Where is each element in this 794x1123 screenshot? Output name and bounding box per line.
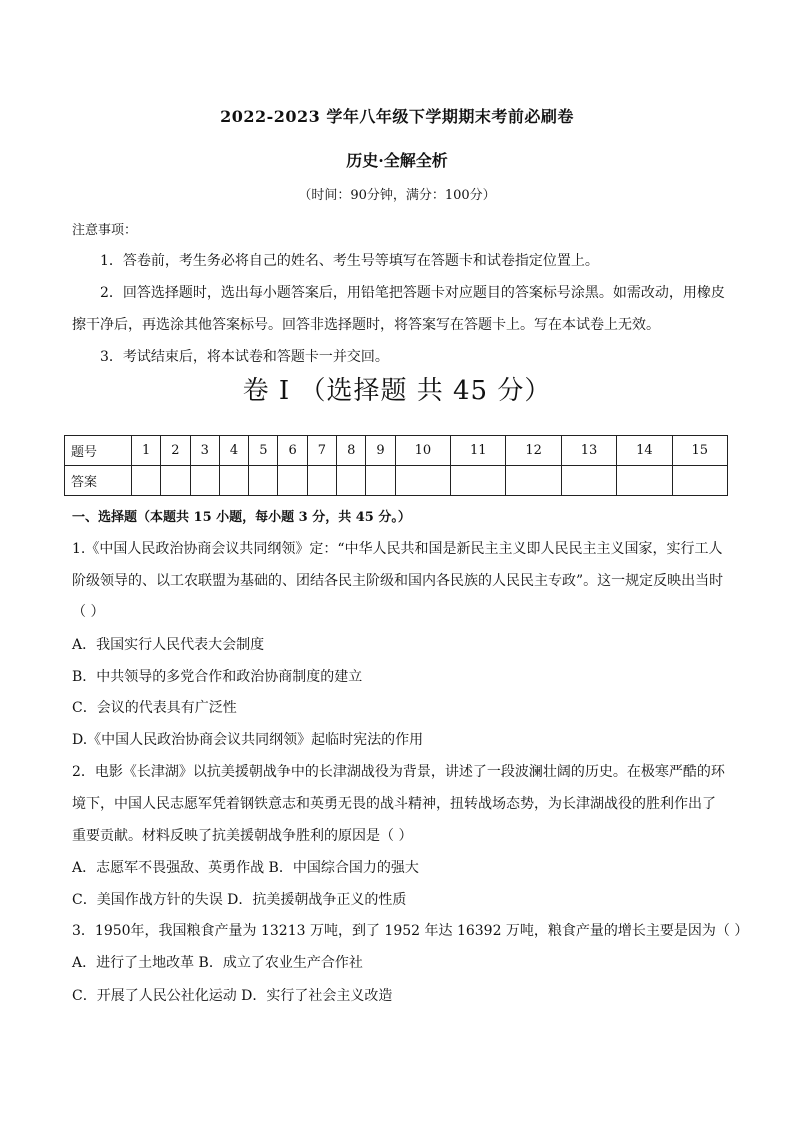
answer-cell[interactable] — [307, 466, 336, 496]
answer-cell[interactable] — [161, 466, 190, 496]
question-1-line-2: 阶级领导的、以工农联盟为基础的、团结各民主阶级和国内各民族的人民民主专政”。这一规定反映出当时 — [72, 573, 724, 589]
answer-cell[interactable] — [672, 466, 727, 496]
question-2-line-2: 境下，中国人民志愿军凭着钢铁意志和英勇无畏的战斗精神，扭转战场态势，为长津湖战役的胜利作出了 — [72, 796, 716, 812]
notice-item-1: 1．答卷前，考生务必将自己的姓名、考生号等填写在答题卡和试卷指定位置上。 — [100, 253, 599, 269]
question-number-cell: 1 — [132, 436, 161, 466]
question-1-option-c: C．会议的代表具有广泛性 — [72, 700, 237, 716]
answer-cell[interactable] — [249, 466, 278, 496]
question-number-cell: 10 — [395, 436, 450, 466]
exam-title: 2022-2023 学年八年级下学期期末考前必刷卷 — [220, 107, 574, 126]
answer-cell[interactable] — [506, 466, 561, 496]
answer-table — [64, 435, 728, 496]
row-label-question: 题号 — [65, 436, 132, 466]
question-number-cell: 13 — [561, 436, 616, 466]
question-2-line-1: 2．电影《长津湖》以抗美援朝战争中的长津湖战役为背景，讲述了一段波澜壮阔的历史。在极寒严酷的环 — [72, 764, 725, 780]
question-1-option-a: A．我国实行人民代表大会制度 — [72, 637, 265, 653]
answer-cell[interactable] — [366, 466, 395, 496]
answer-cell[interactable] — [337, 466, 366, 496]
notice-item-3: 3．考试结束后，将本试卷和答题卡一并交回。 — [100, 349, 389, 365]
answer-table-number-row — [65, 436, 728, 466]
question-2-options-ab: A．志愿军不畏强敌、英勇作战 B．中国综合国力的强大 — [72, 860, 419, 876]
section-title: 卷 I （选择题 共 45 分） — [242, 376, 552, 406]
answer-cell[interactable] — [190, 466, 219, 496]
question-1-line-1: 1.《中国人民政治协商会议共同纲领》定：“中华人民共和国是新民主主义即人民民主主义国家，实行工人 — [72, 541, 723, 557]
question-number-cell: 3 — [190, 436, 219, 466]
question-1-option-d: D.《中国人民政治协商会议共同纲领》起临时宪法的作用 — [72, 732, 424, 748]
answer-cell[interactable] — [561, 466, 616, 496]
question-number-cell: 11 — [451, 436, 506, 466]
question-number-cell: 8 — [337, 436, 366, 466]
question-number-cell: 5 — [249, 436, 278, 466]
question-3-line-1: 3．1950年，我国粮食产量为 13213 万吨，到了 1952 年达 16392 万吨，粮食产量的增长主要是因为（ ） — [72, 923, 749, 939]
exam-subtitle: 历史·全解全析 — [346, 151, 448, 170]
question-number-cell: 2 — [161, 436, 190, 466]
question-number-cell: 7 — [307, 436, 336, 466]
answer-cell[interactable] — [617, 466, 672, 496]
question-number-cell: 6 — [278, 436, 307, 466]
question-3-options-ab: A．进行了土地改革 B．成立了农业生产合作社 — [72, 955, 363, 971]
answer-cell[interactable] — [395, 466, 450, 496]
question-number-cell: 4 — [219, 436, 248, 466]
question-number-cell: 12 — [506, 436, 561, 466]
answer-cell[interactable] — [219, 466, 248, 496]
answer-table-answer-row — [65, 466, 728, 496]
question-number-cell: 14 — [617, 436, 672, 466]
part-one-heading: 一、选择题（本题共 15 小题，每小题 3 分，共 45 分。） — [72, 510, 411, 525]
notice-item-2: 2．回答选择题时，选出每小题答案后，用铅笔把答题卡对应题目的答案标号涂黑。如需改动，用橡皮擦干净后，再选涂其他答案标号。回答非选择题时，将答案写在答题卡上。写在本试卷上无效。 — [72, 285, 725, 333]
question-number-cell: 9 — [366, 436, 395, 466]
question-1-line-3: （ ） — [72, 604, 105, 620]
row-label-answer: 答案 — [65, 466, 132, 496]
question-1-option-b: B．中共领导的多党合作和政治协商制度的建立 — [72, 669, 363, 685]
question-2-options-cd: C．美国作战方针的失误 D．抗美援朝战争正义的性质 — [72, 892, 407, 908]
notice-heading: 注意事项： — [72, 223, 138, 238]
time-info: （时间：90分钟，满分：100分） — [298, 188, 496, 203]
answer-cell[interactable] — [132, 466, 161, 496]
answer-cell[interactable] — [451, 466, 506, 496]
question-number-cell: 15 — [672, 436, 727, 466]
question-2-line-3: 重要贡献。材料反映了抗美援朝战争胜利的原因是（ ） — [72, 828, 413, 844]
question-3-options-cd: C．开展了人民公社化运动 D．实行了社会主义改造 — [72, 988, 393, 1004]
answer-cell[interactable] — [278, 466, 307, 496]
